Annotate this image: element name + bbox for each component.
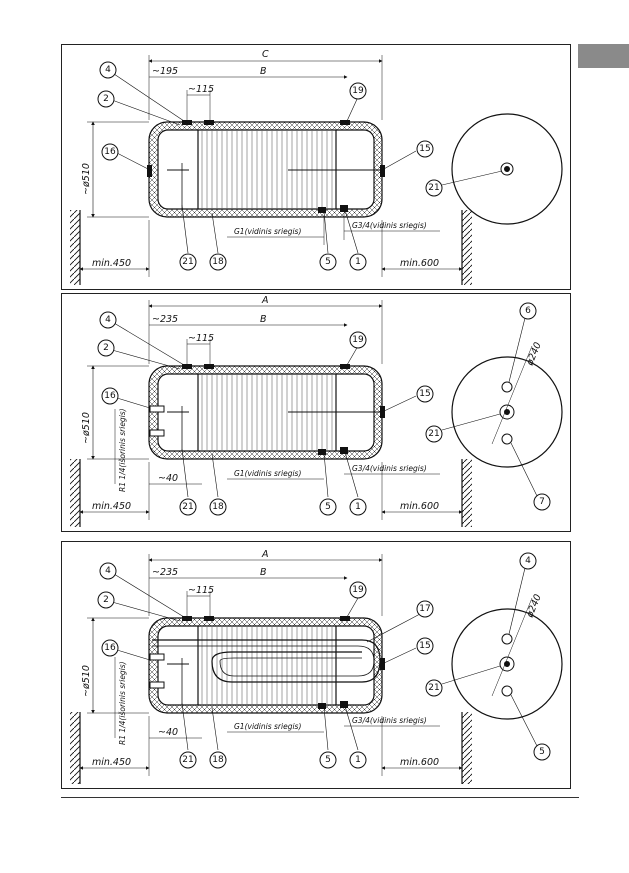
dim-diameter: ~ø510 [81, 412, 92, 444]
svg-text:15: 15 [419, 389, 431, 399]
svg-text:2: 2 [103, 343, 109, 353]
panel-2-drawing [62, 294, 570, 531]
svg-text:15: 15 [419, 144, 431, 154]
callout-2-4 [100, 312, 116, 328]
callout-1-1 [350, 254, 366, 270]
callout-3-end-4 [520, 553, 536, 569]
svg-text:5: 5 [325, 257, 331, 267]
svg-text:15: 15 [419, 641, 431, 651]
left-wall [70, 712, 80, 784]
callout-3-end-5 [534, 744, 550, 760]
svg-text:17: 17 [419, 604, 431, 614]
right-wall [462, 459, 472, 527]
callout-3-end-21 [426, 680, 442, 696]
dim-wall-right: min.600 [400, 258, 440, 269]
callout-2-end-21 [426, 426, 442, 442]
left-wall [70, 459, 80, 527]
callout-2-18 [210, 499, 226, 515]
svg-text:4: 4 [105, 65, 111, 75]
callout-2-5 [320, 499, 336, 515]
dim-overall: A [262, 295, 269, 306]
callout-3-5 [320, 752, 336, 768]
left-wall [70, 210, 80, 285]
note-rp: R1 1/4(išorinis sriegis) [118, 661, 127, 745]
note-g34: G3/4(vidinis sriegis) [352, 464, 427, 473]
callout-3-1 [350, 752, 366, 768]
callout-2-end-6 [520, 303, 536, 319]
callout-1-4 [100, 62, 116, 78]
note-g1: G1(vidinis sriegis) [234, 469, 302, 478]
svg-text:16: 16 [104, 391, 116, 401]
svg-text:1: 1 [355, 257, 361, 267]
svg-text:2: 2 [103, 94, 109, 104]
svg-text:19: 19 [352, 86, 364, 96]
svg-text:1: 1 [355, 755, 361, 765]
svg-text:4: 4 [525, 556, 531, 566]
callout-2-2 [98, 340, 114, 356]
callout-3-21 [180, 752, 196, 768]
dim-diameter: ~ø510 [81, 163, 92, 195]
callout-2-16 [102, 388, 118, 404]
dim-left: ~235 [152, 314, 179, 325]
dim-wall-right: min.600 [400, 501, 440, 512]
callout-3-16 [102, 640, 118, 656]
svg-text:18: 18 [212, 755, 224, 765]
note-rp: R1 1/4(išorinis sriegis) [118, 408, 127, 492]
dim-left: ~235 [152, 567, 179, 578]
dim-wall-left: min.450 [92, 757, 132, 768]
dim-wall-left: min.450 [92, 258, 132, 269]
right-wall [462, 712, 472, 784]
diagram-panel-3 [61, 541, 571, 789]
callout-3-2 [98, 592, 114, 608]
svg-text:6: 6 [525, 306, 531, 316]
callout-3-18 [210, 752, 226, 768]
dim-inner: B [260, 567, 267, 578]
dim-pcd: ø240 [524, 340, 544, 368]
tank-inner-shell [158, 626, 374, 705]
right-wall [462, 210, 472, 285]
callout-2-1 [350, 499, 366, 515]
dim-small: ~115 [188, 84, 215, 95]
svg-text:19: 19 [352, 335, 364, 345]
svg-text:16: 16 [104, 643, 116, 653]
dim-small: ~115 [188, 333, 215, 344]
svg-text:19: 19 [352, 585, 364, 595]
svg-text:16: 16 [104, 147, 116, 157]
diagram-panel-2 [61, 293, 571, 532]
dim-diameter: ~ø510 [81, 665, 92, 697]
callout-2-end-7 [534, 494, 550, 510]
svg-text:18: 18 [212, 502, 224, 512]
svg-text:21: 21 [428, 429, 440, 439]
callout-1-15 [417, 141, 433, 157]
callout-3-4 [100, 563, 116, 579]
svg-text:4: 4 [105, 315, 111, 325]
svg-text:21: 21 [182, 257, 194, 267]
dim-overall: A [262, 549, 269, 560]
callout-1-5 [320, 254, 336, 270]
note-g34: G3/4(vidinis sriegis) [352, 221, 427, 230]
dim-overall: C [262, 49, 269, 60]
diagram-panel-1 [61, 44, 571, 290]
dim-left: ~195 [152, 66, 179, 77]
svg-text:21: 21 [428, 183, 440, 193]
footer-rule [61, 797, 579, 798]
note-g1: G1(vidinis sriegis) [234, 227, 302, 236]
svg-text:2: 2 [103, 595, 109, 605]
callout-1-19 [350, 83, 366, 99]
dim-pcd: ø240 [524, 592, 544, 620]
svg-text:21: 21 [182, 502, 194, 512]
dim-inner: B [260, 66, 267, 77]
svg-text:7: 7 [539, 497, 545, 507]
callout-1-18 [210, 254, 226, 270]
dim-inner: B [260, 314, 267, 325]
callout-3-19 [350, 582, 366, 598]
svg-text:5: 5 [539, 747, 545, 757]
svg-text:5: 5 [325, 755, 331, 765]
dim-offset: ~40 [158, 473, 179, 484]
dim-wall-right: min.600 [400, 757, 440, 768]
page-tab-marker [578, 44, 629, 68]
dim-wall-left: min.450 [92, 501, 132, 512]
dim-offset: ~40 [158, 727, 179, 738]
callout-1-16 [102, 144, 118, 160]
panel-1-drawing [62, 45, 570, 289]
callout-1-2 [98, 91, 114, 107]
svg-text:21: 21 [428, 683, 440, 693]
svg-text:1: 1 [355, 502, 361, 512]
callout-1-end-21 [426, 180, 442, 196]
callout-2-21 [180, 499, 196, 515]
dim-small: ~115 [188, 585, 215, 596]
callout-3-15 [417, 638, 433, 654]
callout-2-15 [417, 386, 433, 402]
callout-2-19 [350, 332, 366, 348]
callout-3-17 [417, 601, 433, 617]
note-g1: G1(vidinis sriegis) [234, 722, 302, 731]
svg-text:5: 5 [325, 502, 331, 512]
svg-text:21: 21 [182, 755, 194, 765]
panel-3-drawing [62, 542, 570, 788]
svg-text:18: 18 [212, 257, 224, 267]
callout-1-21 [180, 254, 196, 270]
note-g34: G3/4(vidinis sriegis) [352, 716, 427, 725]
svg-text:4: 4 [105, 566, 111, 576]
